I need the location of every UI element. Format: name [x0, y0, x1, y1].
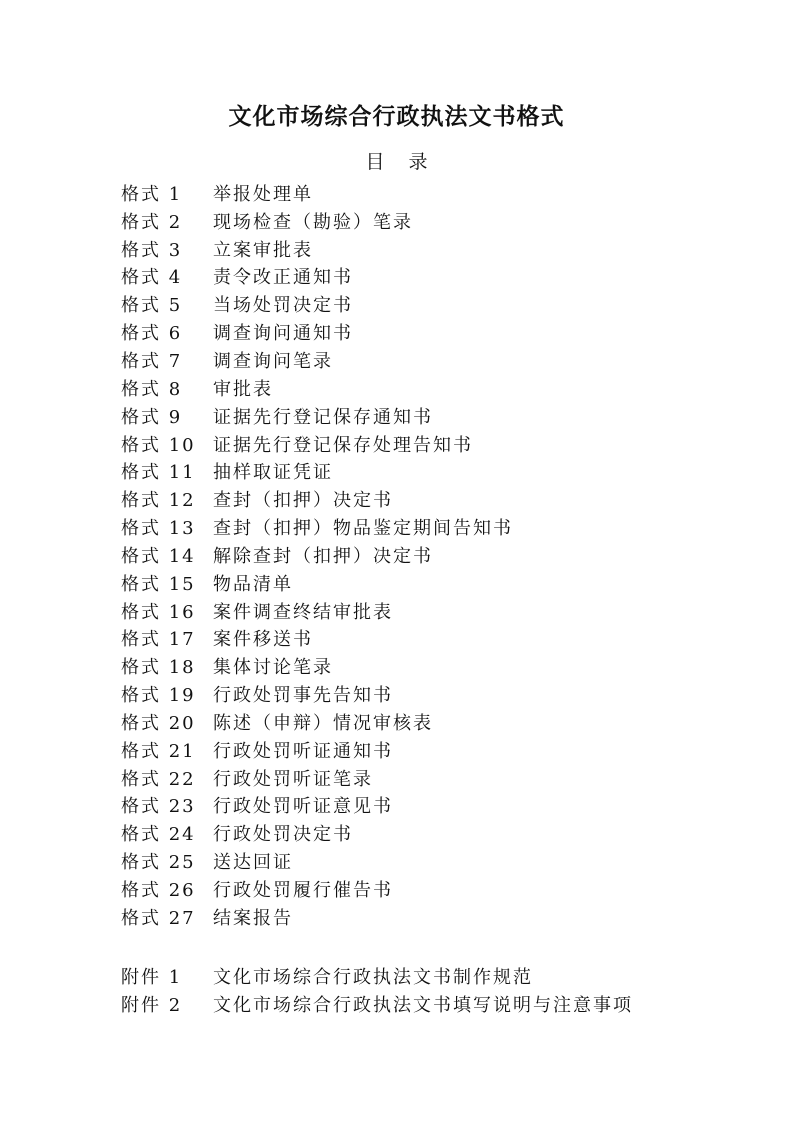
format-entry-number: 格式 23 [121, 796, 196, 818]
format-entry-number: 格式 26 [121, 880, 196, 902]
format-entry-title: 解除查封（扣押）决定书 [213, 545, 433, 567]
format-entry-number: 格式 8 [121, 378, 183, 400]
format-entry-title: 行政处罚听证笔录 [213, 768, 373, 790]
format-entry-title: 现场检查（勘验）笔录 [213, 211, 413, 233]
format-entry-title: 结案报告 [213, 907, 293, 929]
format-entry-number: 格式 6 [121, 323, 183, 345]
format-entry-title: 案件移送书 [213, 629, 313, 651]
format-entry-title: 抽样取证凭证 [213, 462, 333, 484]
format-entry-number: 格式 13 [121, 518, 196, 540]
format-entry [121, 875, 741, 903]
format-entry [121, 680, 741, 708]
format-entry-number: 格式 3 [121, 239, 183, 261]
format-entry-number: 格式 7 [121, 350, 183, 372]
format-entry-number: 格式 18 [121, 657, 196, 679]
format-entry-number: 格式 27 [121, 907, 196, 929]
format-entry [121, 402, 741, 430]
format-entry-number: 格式 17 [121, 629, 196, 651]
format-entry-title: 审批表 [213, 378, 273, 400]
format-entry-number: 格式 10 [121, 434, 196, 456]
format-entry [121, 263, 741, 291]
format-entry-number: 格式 16 [121, 601, 196, 623]
format-entry-title: 行政处罚决定书 [213, 824, 353, 846]
format-entry [121, 346, 741, 374]
format-entry-title: 证据先行登记保存处理告知书 [213, 434, 473, 456]
annex-entry-title: 文化市场综合行政执法文书填写说明与注意事项 [213, 994, 633, 1016]
format-entry-number: 格式 11 [121, 462, 196, 484]
format-entry [121, 430, 741, 458]
format-list [121, 179, 741, 931]
format-entry-number: 格式 19 [121, 685, 196, 707]
toc-heading: 目录 [365, 151, 452, 173]
format-entry-title: 物品清单 [213, 573, 293, 595]
format-entry-title: 行政处罚听证意见书 [213, 796, 393, 818]
annex-entry [121, 990, 741, 1018]
annex-entry-number: 附件 1 [121, 966, 183, 988]
format-entry [121, 625, 741, 653]
format-entry-title: 查封（扣押）物品鉴定期间告知书 [213, 518, 513, 540]
format-entry-title: 集体讨论笔录 [213, 657, 333, 679]
format-entry-title: 送达回证 [213, 852, 293, 874]
format-entry [121, 485, 741, 513]
annex-entry [121, 962, 741, 990]
format-entry-title: 调查询问笔录 [213, 350, 333, 372]
format-entry [121, 708, 741, 736]
format-entry-number: 格式 20 [121, 712, 196, 734]
format-entry-number: 格式 14 [121, 545, 196, 567]
format-entry-title: 行政处罚事先告知书 [213, 685, 393, 707]
format-entry-title: 证据先行登记保存通知书 [213, 406, 433, 428]
format-entry-number: 格式 24 [121, 824, 196, 846]
format-entry [121, 179, 741, 207]
format-entry-number: 格式 15 [121, 573, 196, 595]
format-entry-number: 格式 2 [121, 211, 183, 233]
format-entry-number: 格式 22 [121, 768, 196, 790]
format-entry-number: 格式 9 [121, 406, 183, 428]
format-entry-number: 格式 5 [121, 295, 183, 317]
format-entry-title: 陈述（申辩）情况审核表 [213, 712, 433, 734]
format-entry [121, 652, 741, 680]
annex-entry-number: 附件 2 [121, 994, 183, 1016]
format-entry-number: 格式 12 [121, 490, 196, 512]
format-entry [121, 513, 741, 541]
format-entry-number: 格式 1 [121, 183, 183, 205]
format-entry-number: 格式 25 [121, 852, 196, 874]
format-entry [121, 541, 741, 569]
format-entry [121, 792, 741, 820]
format-entry [121, 374, 741, 402]
format-entry-title: 举报处理单 [213, 183, 313, 205]
format-entry [121, 736, 741, 764]
format-entry [121, 847, 741, 875]
format-entry [121, 903, 741, 931]
format-entry-title: 案件调查终结审批表 [213, 601, 393, 623]
format-entry [121, 207, 741, 235]
format-entry [121, 235, 741, 263]
format-entry-title: 责令改正通知书 [213, 267, 353, 289]
format-entry [121, 819, 741, 847]
document-title: 文化市场综合行政执法文书格式 [228, 103, 565, 130]
format-entry-number: 格式 21 [121, 740, 196, 762]
format-entry-title: 行政处罚履行催告书 [213, 880, 393, 902]
format-entry [121, 318, 741, 346]
format-entry-number: 格式 4 [121, 267, 183, 289]
format-entry-title: 调查询问通知书 [213, 323, 353, 345]
format-entry-title: 行政处罚听证通知书 [213, 740, 393, 762]
format-entry [121, 457, 741, 485]
format-entry-title: 当场处罚决定书 [213, 295, 353, 317]
annex-entry-title: 文化市场综合行政执法文书制作规范 [213, 966, 533, 988]
format-entry [121, 597, 741, 625]
format-entry [121, 569, 741, 597]
annex-list [121, 962, 741, 1018]
format-entry [121, 290, 741, 318]
format-entry [121, 764, 741, 792]
format-entry-title: 查封（扣押）决定书 [213, 490, 393, 512]
format-entry-title: 立案审批表 [213, 239, 313, 261]
